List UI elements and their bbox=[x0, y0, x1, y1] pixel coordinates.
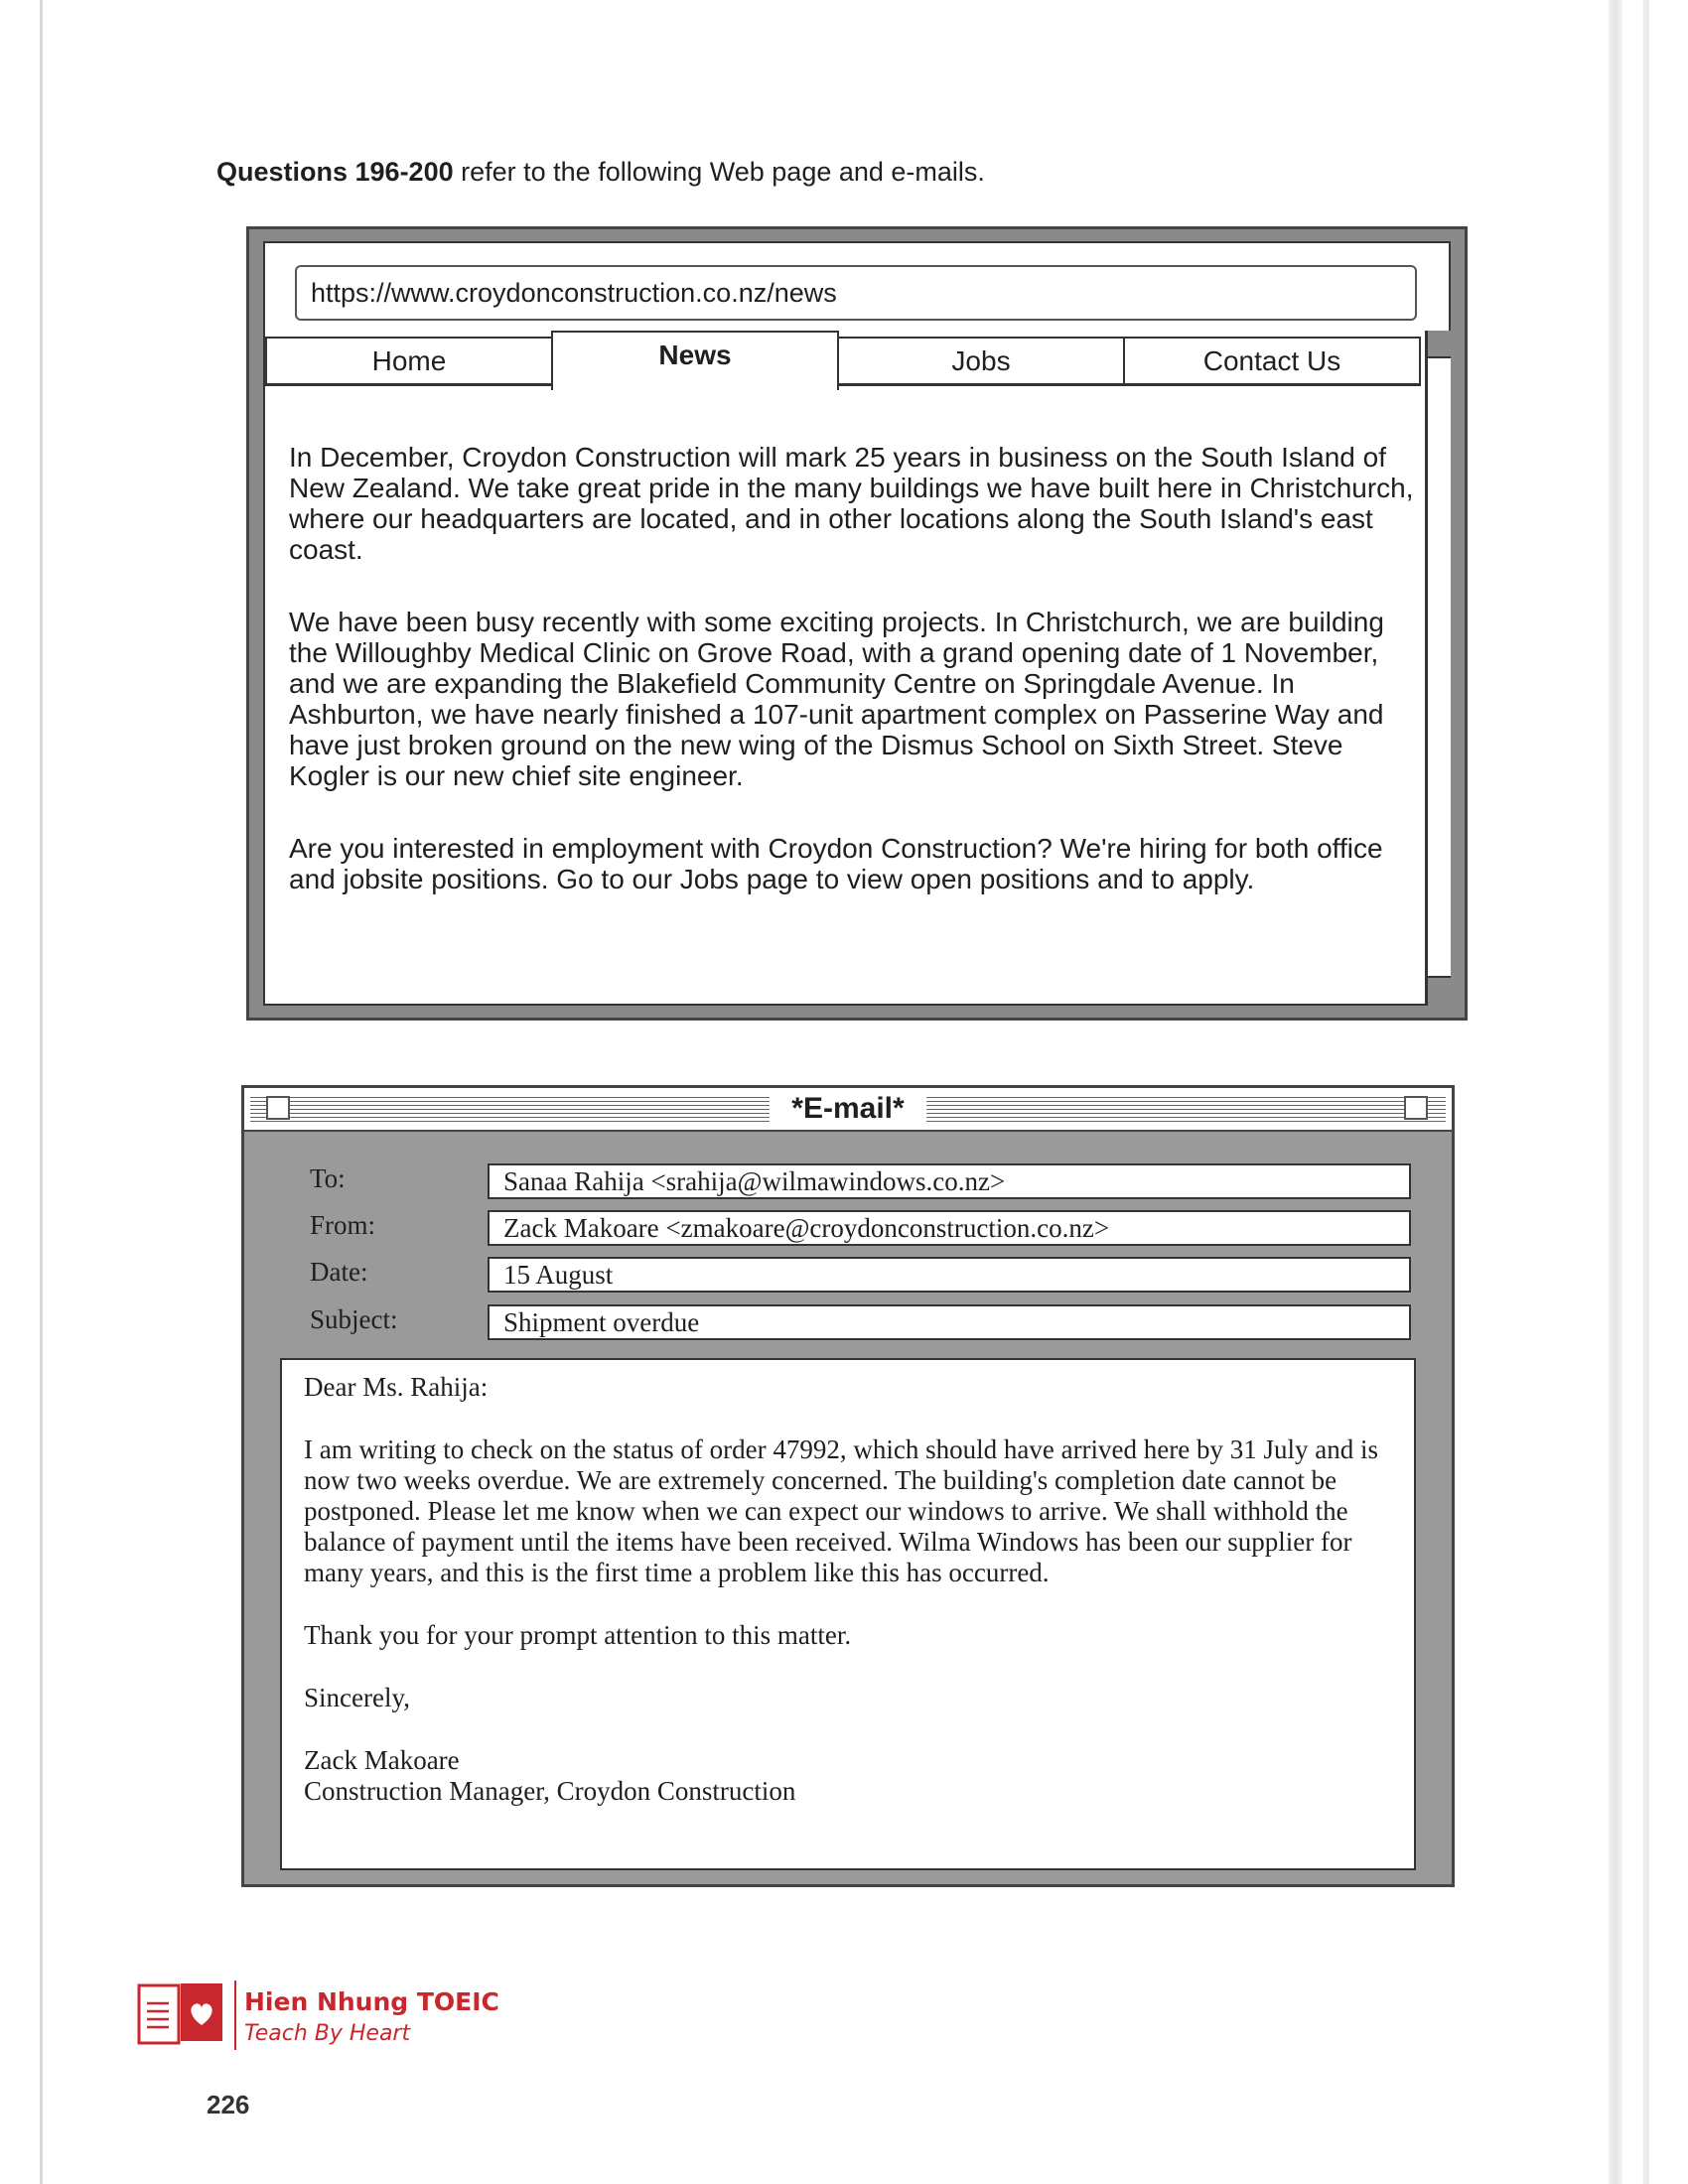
email-closing: Sincerely, bbox=[304, 1683, 410, 1712]
page-edge bbox=[40, 0, 43, 2184]
questions-intro bbox=[216, 157, 985, 188]
scrollbar[interactable] bbox=[1425, 331, 1451, 1006]
signature-name: Zack Makoare bbox=[304, 1745, 460, 1775]
date-label: Date: bbox=[310, 1257, 368, 1287]
to-field[interactable]: Sanaa Rahija <srahija@wilmawindows.co.nz> bbox=[488, 1163, 1411, 1199]
book-heart-icon bbox=[135, 1978, 226, 2051]
signature-title: Construction Manager, Croydon Construction bbox=[304, 1776, 796, 1806]
news-content bbox=[289, 442, 1421, 936]
page-edge bbox=[1643, 0, 1649, 2184]
news-paragraph: In December, Croydon Construction will mark 25 years in business on the South Island of New Zealand. We take great pride in the many buildings we have built here in Christchurch, where our headquarters are located, and in other locations along the South Island's east coast. bbox=[289, 442, 1414, 565]
brand-name: Hien Nhung TOEIC bbox=[244, 1987, 499, 2016]
from-label: From: bbox=[310, 1210, 376, 1240]
page-number: 226 bbox=[207, 2090, 250, 2119]
email-paragraph: I am writing to check on the status of order 47992, which should have arrived here by 31 July and is now two weeks overdue. We are extremely concerned. The building's completion date cannot be postponed. Please let me know when we can expect our windows to arrive. We shall withhold the balance of payment until the items have been received. Wilma Windows has been our supplier for many years, and this is the first time a problem like this has occurred. bbox=[304, 1434, 1378, 1587]
tab-home[interactable]: Home bbox=[265, 337, 553, 386]
page-edge bbox=[1609, 0, 1622, 2184]
email-greeting: Dear Ms. Rahija: bbox=[304, 1372, 489, 1402]
date-field[interactable]: 15 August bbox=[488, 1257, 1411, 1293]
email-window-title: *E-mail* bbox=[244, 1088, 1452, 1130]
logo-divider bbox=[234, 1980, 236, 2050]
email-thanks: Thank you for your prompt attention to this matter. bbox=[304, 1620, 852, 1650]
brand-tagline: Teach By Heart bbox=[244, 2021, 411, 2046]
email-titlebar bbox=[244, 1088, 1452, 1132]
subject-field[interactable]: Shipment overdue bbox=[488, 1304, 1411, 1340]
questions-range: Questions 196-200 bbox=[216, 157, 454, 187]
news-paragraph: We have been busy recently with some exciting projects. In Christchurch, we are building the Willoughby Medical Clinic on Grove Road, with a grand opening date of 1 November, and we are expanding the Blakefield Community Centre on Springdale Avenue. In Ashburton, we have nearly finished a 107-unit apartment complex on Passerine Way and have just broken ground on the new wing of the Dismus School on Sixth Street. Steve Kogler is our new chief site engineer. bbox=[289, 607, 1384, 791]
nav-tabs bbox=[265, 331, 1417, 386]
tab-news[interactable]: News bbox=[551, 331, 839, 390]
url-bar[interactable]: https://www.croydonconstruction.co.nz/news bbox=[295, 265, 1417, 321]
web-page-frame bbox=[263, 241, 1451, 1006]
to-label: To: bbox=[310, 1163, 346, 1193]
from-field[interactable]: Zack Makoare <zmakoare@croydonconstruction.co.nz> bbox=[488, 1210, 1411, 1246]
scroll-down-button[interactable] bbox=[1428, 976, 1451, 1006]
email-body[interactable] bbox=[280, 1358, 1416, 1870]
news-paragraph: Are you interested in employment with Croydon Construction? We're hiring for both office and jobsite positions. Go to our Jobs page to view open positions and to apply. bbox=[289, 833, 1383, 894]
tab-contact-us[interactable]: Contact Us bbox=[1123, 337, 1421, 386]
tab-jobs[interactable]: Jobs bbox=[837, 337, 1125, 386]
subject-label: Subject: bbox=[310, 1304, 398, 1334]
intro-text: refer to the following Web page and e-mails. bbox=[453, 157, 985, 187]
scroll-up-button[interactable] bbox=[1428, 331, 1451, 358]
email-window bbox=[241, 1085, 1455, 1887]
web-page-window bbox=[246, 226, 1468, 1021]
